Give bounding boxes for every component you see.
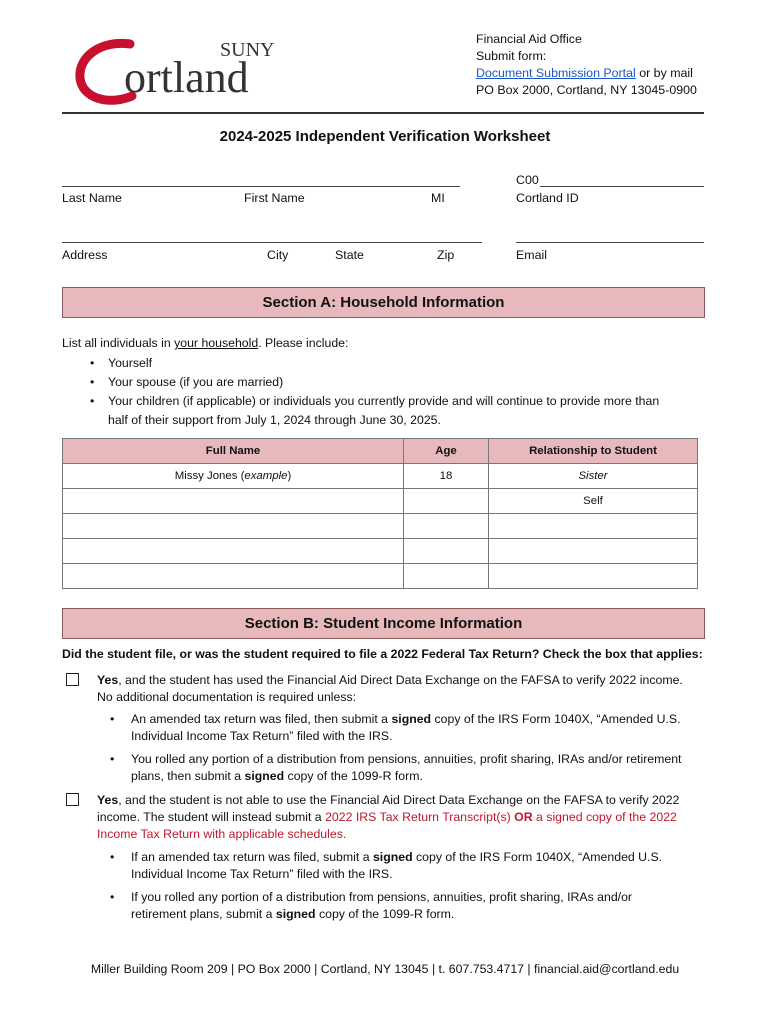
table-row [63,514,698,539]
name-line[interactable] [62,186,460,187]
list-item: • You rolled any portion of a distribution from pensions, annuities, profit sharing, IRAs and/or retirement [110,752,682,766]
household-table [62,438,698,589]
state-label: State [335,248,364,262]
tax-return-question: Did the student file, or was the student required to file a 2022 Federal Tax Return? Check the box that applies: [62,647,703,661]
last-name-label: Last Name [62,191,122,205]
section-b-heading: Section B: Student Income Information [62,608,705,639]
table-header-row [63,439,698,464]
cortland-id-prefix: C00 [516,173,539,187]
cortland-logo [72,36,312,106]
list-item: • Your children (if applicable) or individuals you currently provide and will continue to provide more than [90,394,660,408]
col-full-name: Full Name [63,439,404,464]
list-item: • If an amended tax return was filed, submit a signed copy of the IRS Form 1040X, “Amended U.S. [110,850,663,864]
section-a-intro: List all individuals in your household. Please include: [62,336,349,350]
option2-text: Yes, and the student is not able to use the Financial Aid Direct Data Exchange on the FAFSA to verify 2022 income. The student will instead submit a 2022 IRS Tax Return Transcript(s) OR a signed copy of the 2022 Income Tax Return with applicable schedules. [97,793,680,841]
cortland-id-label: Cortland ID [516,191,579,205]
address-label: Address [62,248,108,262]
table-row [63,564,698,589]
email-line[interactable] [516,242,704,243]
household-bullets [90,354,710,430]
list-item: • Your spouse (if you are married) [90,375,284,389]
list-item-continued: half of their support from July 1, 2024 through June 30, 2025. [108,413,441,427]
table-row: Self [63,489,698,514]
page-footer: Miller Building Room 209 | PO Box 2000 | Cortland, NY 13045 | t. 607.753.4717 | financial.aid@cortland.edu [90,962,680,976]
option1-bullets: • An amended tax return was filed, then submit a signed copy of the IRS Form 1040X, “Amended U.S. Individual Income Tax Return” filed with the IRS. • You rolled any portion of a distribution from pensions, annuities, profit sharing, IRAs and/or retirement plans, then submit a signed copy of the 1099-R form. [110,711,710,785]
option1-checkbox[interactable] [66,673,79,686]
header-rule [62,112,704,114]
mi-label: MI [431,191,445,205]
list-item: • An amended tax return was filed, then submit a signed copy of the IRS Form 1040X, “Amended U.S. [110,712,681,726]
list-item: • If you rolled any portion of a distribution from pensions, annuities, profit sharing, IRAs and/or [110,890,633,904]
svg-text:ortland: ortland [124,53,249,102]
cortland-id-line[interactable] [540,186,704,187]
city-label: City [267,248,289,262]
col-relationship: Relationship to Student [489,439,698,464]
first-name-label: First Name [244,191,305,205]
document-portal-link[interactable]: Document Submission Portal [476,66,636,80]
email-label: Email [516,248,547,262]
list-item: • Yourself [90,356,152,370]
address-line[interactable] [62,242,482,243]
worksheet-title: 2024-2025 Independent Verification Worksheet [219,128,551,145]
table-row [63,539,698,564]
office-info: Financial Aid Office Submit form: Document Submission Portal or by mail PO Box 2000, Cortland, NY 13045-0900 [476,32,697,97]
table-row: Missy Jones (example) 18 Sister [63,464,698,489]
zip-label: Zip [437,248,455,262]
option2-checkbox[interactable] [66,793,79,806]
svg-text:SUNY: SUNY [220,39,275,61]
col-age: Age [404,439,489,464]
option2-bullets: • If an amended tax return was filed, submit a signed copy of the IRS Form 1040X, “Amended U.S. Individual Income Tax Return” filed with the IRS. • If you rolled any portion of a distribution from pensions, annuities, profit sharing, IRAs and/or retirement plans, submit a signed copy of the 1099-R form. [110,849,710,923]
option1-text: Yes, and the student has used the Financial Aid Direct Data Exchange on the FAFSA to verify 2022 income. No additional documentation is required unless: [97,673,683,704]
section-a-heading: Section A: Household Information [62,287,705,318]
